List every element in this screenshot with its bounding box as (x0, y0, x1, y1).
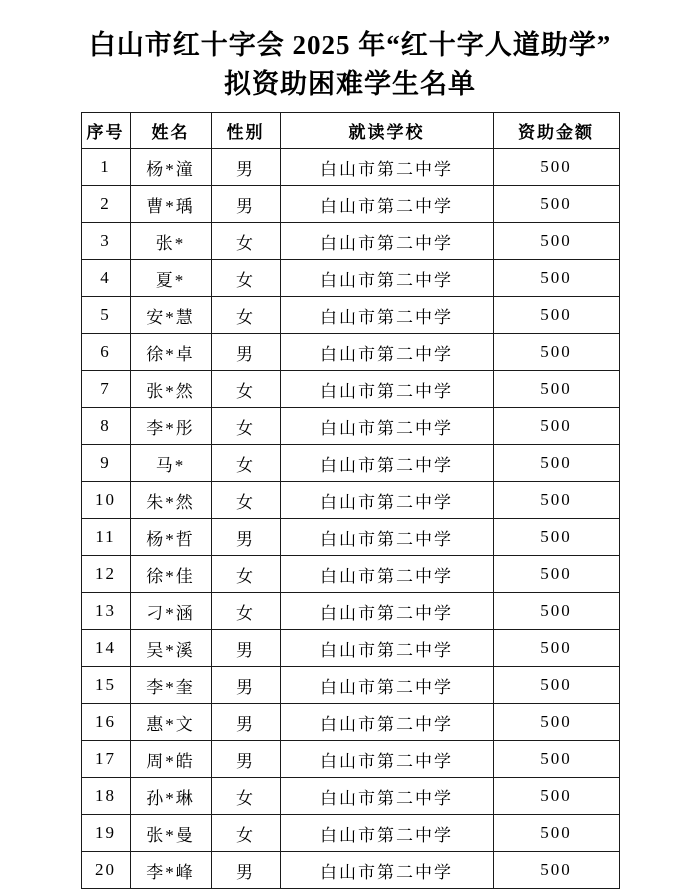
cell-school: 白山市第二中学 (280, 556, 493, 593)
cell-amount: 500 (493, 223, 619, 260)
cell-name: 周*皓 (130, 741, 211, 778)
cell-amount: 500 (493, 852, 619, 889)
cell-amount: 500 (493, 519, 619, 556)
cell-amount: 500 (493, 445, 619, 482)
cell-gender: 男 (211, 852, 280, 889)
document-title-line2: 拟资助困难学生名单 (224, 69, 476, 99)
cell-school: 白山市第二中学 (280, 519, 493, 556)
cell-amount: 500 (493, 408, 619, 445)
cell-gender: 男 (211, 334, 280, 371)
cell-school: 白山市第二中学 (280, 741, 493, 778)
cell-gender: 男 (211, 741, 280, 778)
cell-serial: 15 (81, 667, 130, 704)
cell-gender: 男 (211, 704, 280, 741)
column-header-serial: 序号 (81, 113, 130, 149)
cell-name: 夏* (130, 260, 211, 297)
table-row (81, 852, 619, 889)
cell-gender: 女 (211, 445, 280, 482)
cell-gender: 女 (211, 815, 280, 852)
cell-name: 安*慧 (130, 297, 211, 334)
cell-gender: 女 (211, 260, 280, 297)
table-row (81, 371, 619, 408)
cell-name: 朱*然 (130, 482, 211, 519)
cell-gender: 男 (211, 519, 280, 556)
column-header-school: 就读学校 (280, 113, 493, 149)
cell-school: 白山市第二中学 (280, 815, 493, 852)
document-title-line1: 白山市红十字会 2025 年“红十字人道助学” (88, 30, 612, 60)
cell-amount: 500 (493, 260, 619, 297)
cell-school: 白山市第二中学 (280, 297, 493, 334)
cell-gender: 女 (211, 556, 280, 593)
cell-name: 徐*佳 (130, 556, 211, 593)
table-row (81, 297, 619, 334)
cell-amount: 500 (493, 186, 619, 223)
cell-gender: 女 (211, 408, 280, 445)
cell-school: 白山市第二中学 (280, 334, 493, 371)
table-row (81, 593, 619, 630)
cell-gender: 男 (211, 149, 280, 186)
cell-gender: 女 (211, 297, 280, 334)
cell-serial: 7 (81, 371, 130, 408)
cell-name: 李*峰 (130, 852, 211, 889)
cell-serial: 19 (81, 815, 130, 852)
column-header-amount: 资助金额 (493, 113, 619, 149)
document-title (0, 26, 700, 104)
cell-amount: 500 (493, 334, 619, 371)
cell-serial: 3 (81, 223, 130, 260)
table-row (81, 741, 619, 778)
cell-amount: 500 (493, 482, 619, 519)
student-table-header (81, 113, 619, 149)
table-row (81, 630, 619, 667)
cell-school: 白山市第二中学 (280, 482, 493, 519)
cell-school: 白山市第二中学 (280, 667, 493, 704)
cell-serial: 1 (81, 149, 130, 186)
cell-school: 白山市第二中学 (280, 445, 493, 482)
cell-serial: 11 (81, 519, 130, 556)
cell-amount: 500 (493, 667, 619, 704)
cell-name: 李*奎 (130, 667, 211, 704)
cell-name: 徐*卓 (130, 334, 211, 371)
cell-name: 杨*哲 (130, 519, 211, 556)
cell-name: 惠*文 (130, 704, 211, 741)
table-row (81, 260, 619, 297)
cell-school: 白山市第二中学 (280, 704, 493, 741)
cell-gender: 女 (211, 593, 280, 630)
cell-school: 白山市第二中学 (280, 630, 493, 667)
cell-amount: 500 (493, 371, 619, 408)
cell-amount: 500 (493, 556, 619, 593)
cell-name: 张*曼 (130, 815, 211, 852)
cell-serial: 9 (81, 445, 130, 482)
table-row (81, 445, 619, 482)
table-row (81, 667, 619, 704)
cell-serial: 13 (81, 593, 130, 630)
cell-name: 李*彤 (130, 408, 211, 445)
cell-name: 刁*涵 (130, 593, 211, 630)
cell-school: 白山市第二中学 (280, 408, 493, 445)
table-row (81, 778, 619, 815)
column-header-gender: 性别 (211, 113, 280, 149)
header-row (81, 113, 619, 149)
cell-school: 白山市第二中学 (280, 186, 493, 223)
cell-name: 曹*瑀 (130, 186, 211, 223)
table-row (81, 519, 619, 556)
table-row (81, 556, 619, 593)
cell-amount: 500 (493, 704, 619, 741)
cell-name: 孙*琳 (130, 778, 211, 815)
student-table-body (81, 149, 619, 889)
cell-amount: 500 (493, 741, 619, 778)
cell-gender: 男 (211, 186, 280, 223)
cell-school: 白山市第二中学 (280, 852, 493, 889)
table-row (81, 482, 619, 519)
cell-gender: 女 (211, 223, 280, 260)
cell-serial: 17 (81, 741, 130, 778)
cell-gender: 男 (211, 630, 280, 667)
cell-amount: 500 (493, 778, 619, 815)
cell-gender: 女 (211, 778, 280, 815)
cell-name: 张* (130, 223, 211, 260)
table-row (81, 223, 619, 260)
table-row (81, 408, 619, 445)
cell-serial: 18 (81, 778, 130, 815)
cell-gender: 女 (211, 482, 280, 519)
cell-gender: 女 (211, 371, 280, 408)
cell-school: 白山市第二中学 (280, 223, 493, 260)
cell-amount: 500 (493, 297, 619, 334)
cell-name: 杨*潼 (130, 149, 211, 186)
cell-school: 白山市第二中学 (280, 371, 493, 408)
cell-amount: 500 (493, 815, 619, 852)
cell-serial: 5 (81, 297, 130, 334)
cell-serial: 14 (81, 630, 130, 667)
cell-amount: 500 (493, 149, 619, 186)
cell-serial: 2 (81, 186, 130, 223)
table-row (81, 186, 619, 223)
cell-gender: 男 (211, 667, 280, 704)
cell-school: 白山市第二中学 (280, 149, 493, 186)
cell-amount: 500 (493, 593, 619, 630)
table-row (81, 334, 619, 371)
cell-name: 张*然 (130, 371, 211, 408)
cell-serial: 12 (81, 556, 130, 593)
cell-amount: 500 (493, 630, 619, 667)
cell-serial: 6 (81, 334, 130, 371)
cell-serial: 10 (81, 482, 130, 519)
cell-name: 吴*溪 (130, 630, 211, 667)
cell-school: 白山市第二中学 (280, 778, 493, 815)
cell-school: 白山市第二中学 (280, 593, 493, 630)
cell-serial: 4 (81, 260, 130, 297)
student-table-container (0, 112, 700, 889)
cell-school: 白山市第二中学 (280, 260, 493, 297)
cell-serial: 8 (81, 408, 130, 445)
student-table (81, 112, 620, 889)
table-row (81, 149, 619, 186)
cell-name: 马* (130, 445, 211, 482)
table-row (81, 704, 619, 741)
cell-serial: 20 (81, 852, 130, 889)
table-row (81, 815, 619, 852)
column-header-name: 姓名 (130, 113, 211, 149)
cell-serial: 16 (81, 704, 130, 741)
